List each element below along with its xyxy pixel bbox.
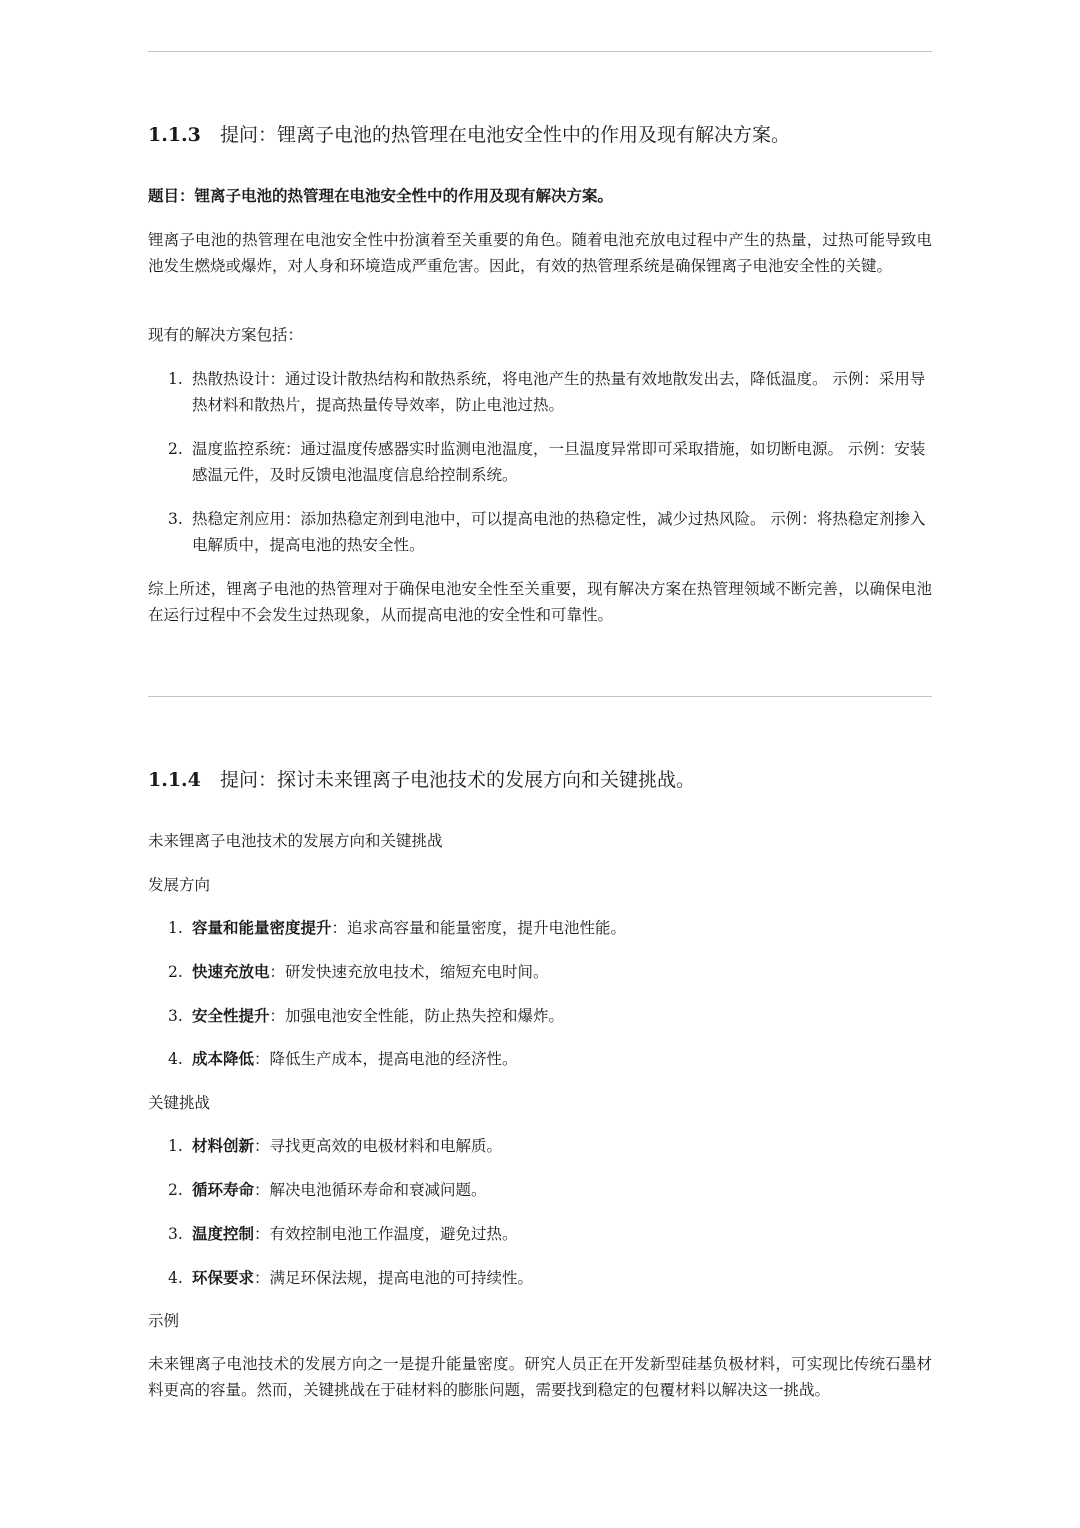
challenge-term: 循环寿命 (192, 1180, 255, 1199)
direction-text: ：降低生产成本，提高电池的经济性。 (254, 1050, 518, 1068)
challenges-heading: 关键挑战 (148, 1094, 211, 1112)
solution-item (168, 366, 932, 418)
challenge-text: ：满足环保法规，提高电池的可持续性。 (254, 1269, 534, 1287)
direction-term: 快速充放电 (192, 962, 270, 981)
list-number: 3. (168, 510, 183, 528)
section-113-heading (148, 122, 790, 148)
direction-item (168, 1046, 932, 1072)
direction-text: ：研发快速充放电技术，缩短充电时间。 (269, 963, 549, 981)
challenge-text: ：寻找更高效的电极材料和电解质。 (254, 1137, 503, 1155)
challenge-term: 环保要求 (192, 1268, 255, 1287)
solution-text: 热散热设计：通过设计散热结构和散热系统，将电池产生的热量有效地散发出去，降低温度。 示例：采用导热材料和散热片，提高热量传导效率，防止电池过热。 (192, 370, 926, 414)
challenge-item (168, 1177, 932, 1203)
list-number: 3. (168, 1007, 183, 1025)
direction-item (168, 915, 932, 941)
challenge-item (168, 1133, 932, 1159)
list-number: 1. (168, 370, 183, 388)
solution-text: 热稳定剂应用：添加热稳定剂到电池中，可以提高电池的热稳定性，减少过热风险。 示例：将热稳定剂掺入电解质中，提高电池的热安全性。 (192, 510, 926, 554)
section-114-title: 提问：探讨未来锂离子电池技术的发展方向和关键挑战。 (220, 769, 696, 791)
challenge-text: ：有效控制电池工作温度，避免过热。 (254, 1225, 518, 1243)
top-divider (148, 51, 932, 52)
challenge-item (168, 1221, 932, 1247)
section-114-number: 1.1.4 (148, 769, 201, 791)
challenge-item (168, 1265, 932, 1291)
direction-term: 成本降低 (192, 1049, 255, 1068)
direction-term: 容量和能量密度提升 (192, 918, 332, 937)
section-113-number: 1.1.3 (148, 124, 201, 146)
direction-text: ：加强电池安全性能，防止热失控和爆炸。 (269, 1007, 565, 1025)
list-number: 3. (168, 1225, 183, 1243)
direction-term: 安全性提升 (192, 1006, 270, 1025)
section-113-subject: 题目：锂离子电池的热管理在电池安全性中的作用及现有解决方案。 (148, 186, 614, 205)
example-paragraph: 未来锂离子电池技术的发展方向之一是提升能量密度。研究人员正在开发新型硅基负极材料，可实现比传统石墨材料更高的容量。然而，关键挑战在于硅材料的膨胀问题，需要找到稳定的包覆材料以解决这一挑战。 (148, 1355, 932, 1399)
challenge-term: 材料创新 (192, 1136, 255, 1155)
list-number: 4. (168, 1050, 183, 1068)
solution-item (168, 506, 932, 558)
direction-text: ：追求高容量和能量密度，提升电池性能。 (331, 919, 627, 937)
list-number: 4. (168, 1269, 183, 1287)
list-number: 2. (168, 963, 183, 981)
section-114-subject: 未来锂离子电池技术的发展方向和关键挑战 (148, 832, 443, 850)
challenge-term: 温度控制 (192, 1224, 255, 1243)
section-113-title: 提问：锂离子电池的热管理在电池安全性中的作用及现有解决方案。 (220, 124, 791, 146)
section-114-heading (148, 767, 695, 793)
directions-heading: 发展方向 (148, 876, 211, 894)
section-113-intro: 锂离子电池的热管理在电池安全性中扮演着至关重要的角色。随着电池充放电过程中产生的热量，过热可能导致电池发生燃烧或爆炸，对人身和环境造成严重危害。因此，有效的热管理系统是确保锂离子电池安全性的关键。 (148, 231, 932, 275)
section-113-conclusion: 综上所述，锂离子电池的热管理对于确保电池安全性至关重要，现有解决方案在热管理领域不断完善，以确保电池在运行过程中不会发生过热现象，从而提高电池的安全性和可靠性。 (148, 580, 932, 624)
solution-item (168, 436, 932, 488)
list-number: 1. (168, 919, 183, 937)
challenge-text: ：解决电池循环寿命和衰减问题。 (254, 1181, 487, 1199)
list-number: 1. (168, 1137, 183, 1155)
list-number: 2. (168, 1181, 183, 1199)
solutions-lead: 现有的解决方案包括： (148, 326, 304, 344)
direction-item (168, 959, 932, 985)
direction-item (168, 1003, 932, 1029)
solution-text: 温度监控系统：通过温度传感器实时监测电池温度，一旦温度异常即可采取措施，如切断电源。 示例：安装感温元件，及时反馈电池温度信息给控制系统。 (192, 440, 926, 484)
list-number: 2. (168, 440, 183, 458)
section-divider (148, 696, 932, 697)
example-heading: 示例 (148, 1312, 180, 1330)
